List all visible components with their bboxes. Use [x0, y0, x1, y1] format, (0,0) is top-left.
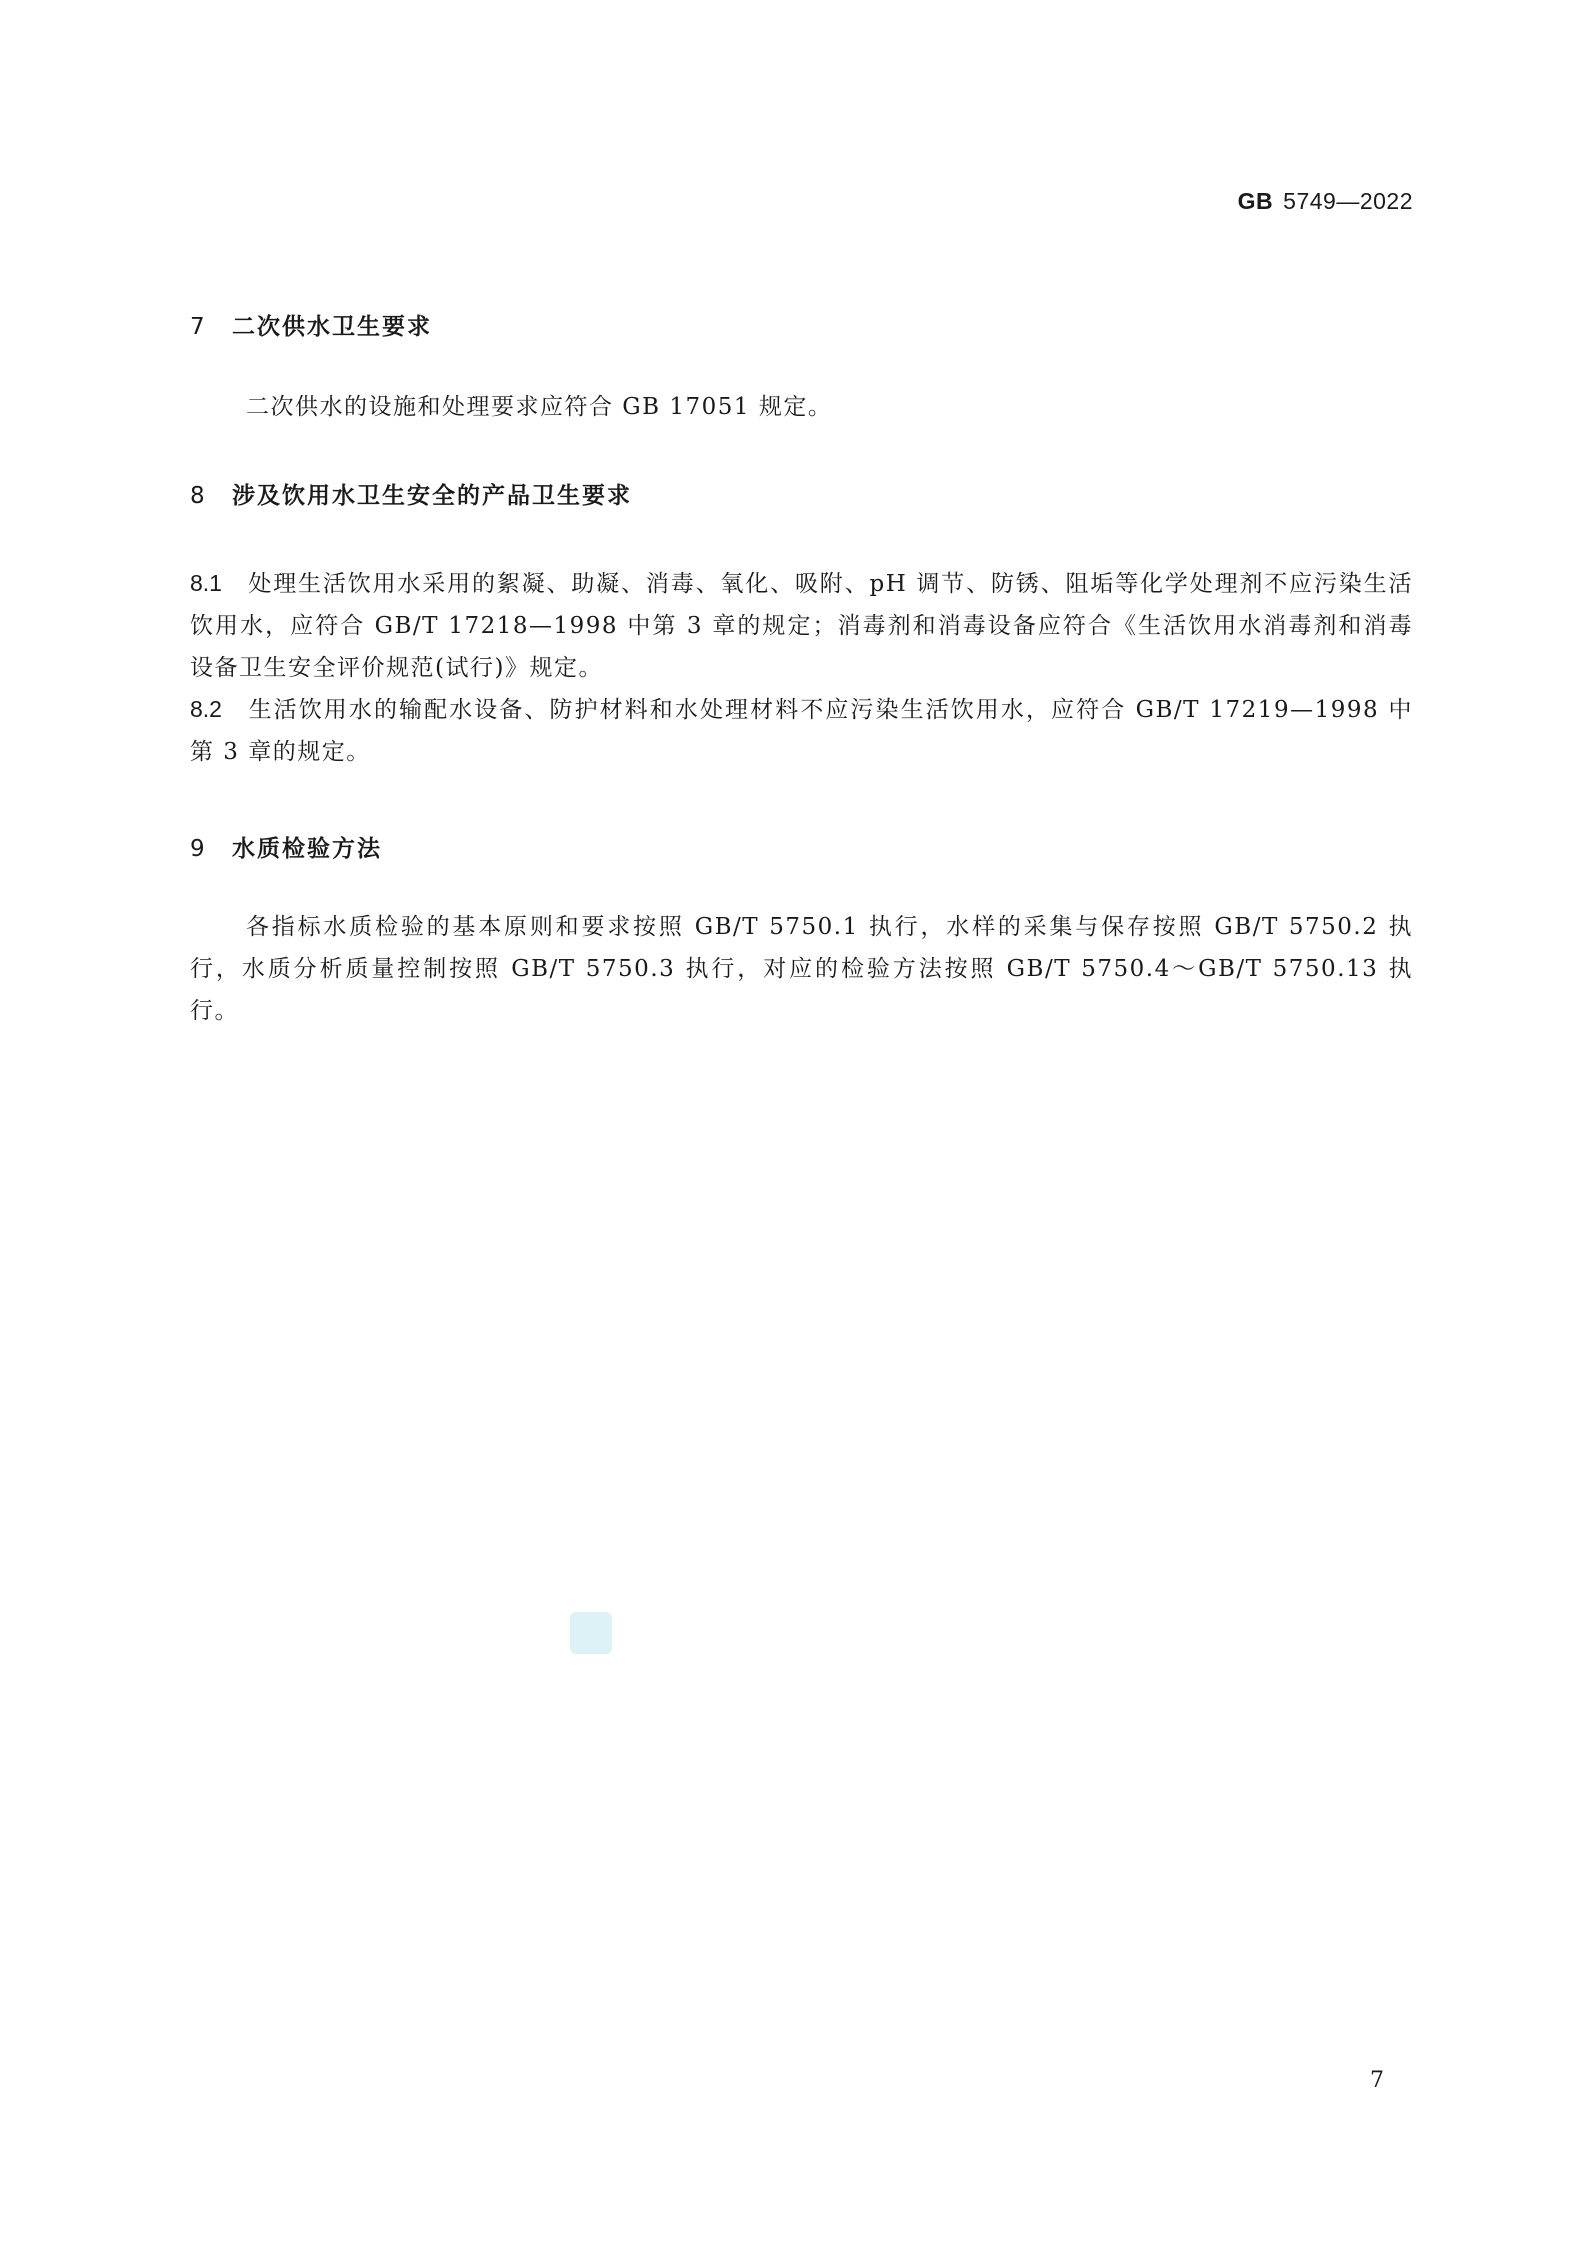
section-7-paragraph: 二次供水的设施和处理要求应符合 GB 17051 规定。 — [246, 394, 833, 420]
clause-8-1 — [190, 562, 1413, 689]
section-number: 7 — [190, 314, 207, 340]
section-9-paragraph: 各指标水质检验的基本原则和要求按照 GB/T 5750.1 执行，水样的采集与保存按照 GB/T 5750.2 执行，水质分析质量控制按照 GB/T 5750.3 执行，对应的检验方法按照 GB/T 5750.4～GB/T 5750.13 执行。 — [190, 914, 1413, 1024]
section-number: 9 — [190, 836, 207, 862]
section-title: 水质检验方法 — [232, 836, 382, 862]
clause-number: 8.2 — [190, 696, 222, 722]
section-title: 涉及饮用水卫生安全的产品卫生要求 — [232, 483, 632, 509]
watermark-logo — [570, 1612, 612, 1654]
clause-text: 生活饮用水的输配水设备、防护材料和水处理材料不应污染生活饮用水，应符合 GB/T 17219—1998 中第 3 章的规定。 — [190, 697, 1413, 765]
clause-text: 处理生活饮用水采用的絮凝、助凝、消毒、氧化、吸附、pH 调节、防锈、阻垢等化学处理剂不应污染生活饮用水，应符合 GB/T 17218—1998 中第 3 章的规定；消毒剂和消毒设备应符合《生活饮用水消毒剂和消毒设备卫生安全评价规范(试行)》规定。 — [190, 571, 1413, 681]
section-number: 8 — [190, 483, 207, 509]
page-header — [1238, 188, 1413, 215]
section-9-heading — [190, 830, 382, 863]
clause-8-2 — [190, 688, 1413, 773]
section-7-heading — [190, 308, 432, 341]
section-8-heading — [190, 477, 632, 510]
page-number: 7 — [1370, 2068, 1384, 2093]
standard-number: 5749—2022 — [1283, 188, 1413, 214]
clause-number: 8.1 — [190, 570, 222, 596]
section-title: 二次供水卫生要求 — [232, 314, 432, 340]
standard-prefix: GB — [1237, 188, 1274, 214]
